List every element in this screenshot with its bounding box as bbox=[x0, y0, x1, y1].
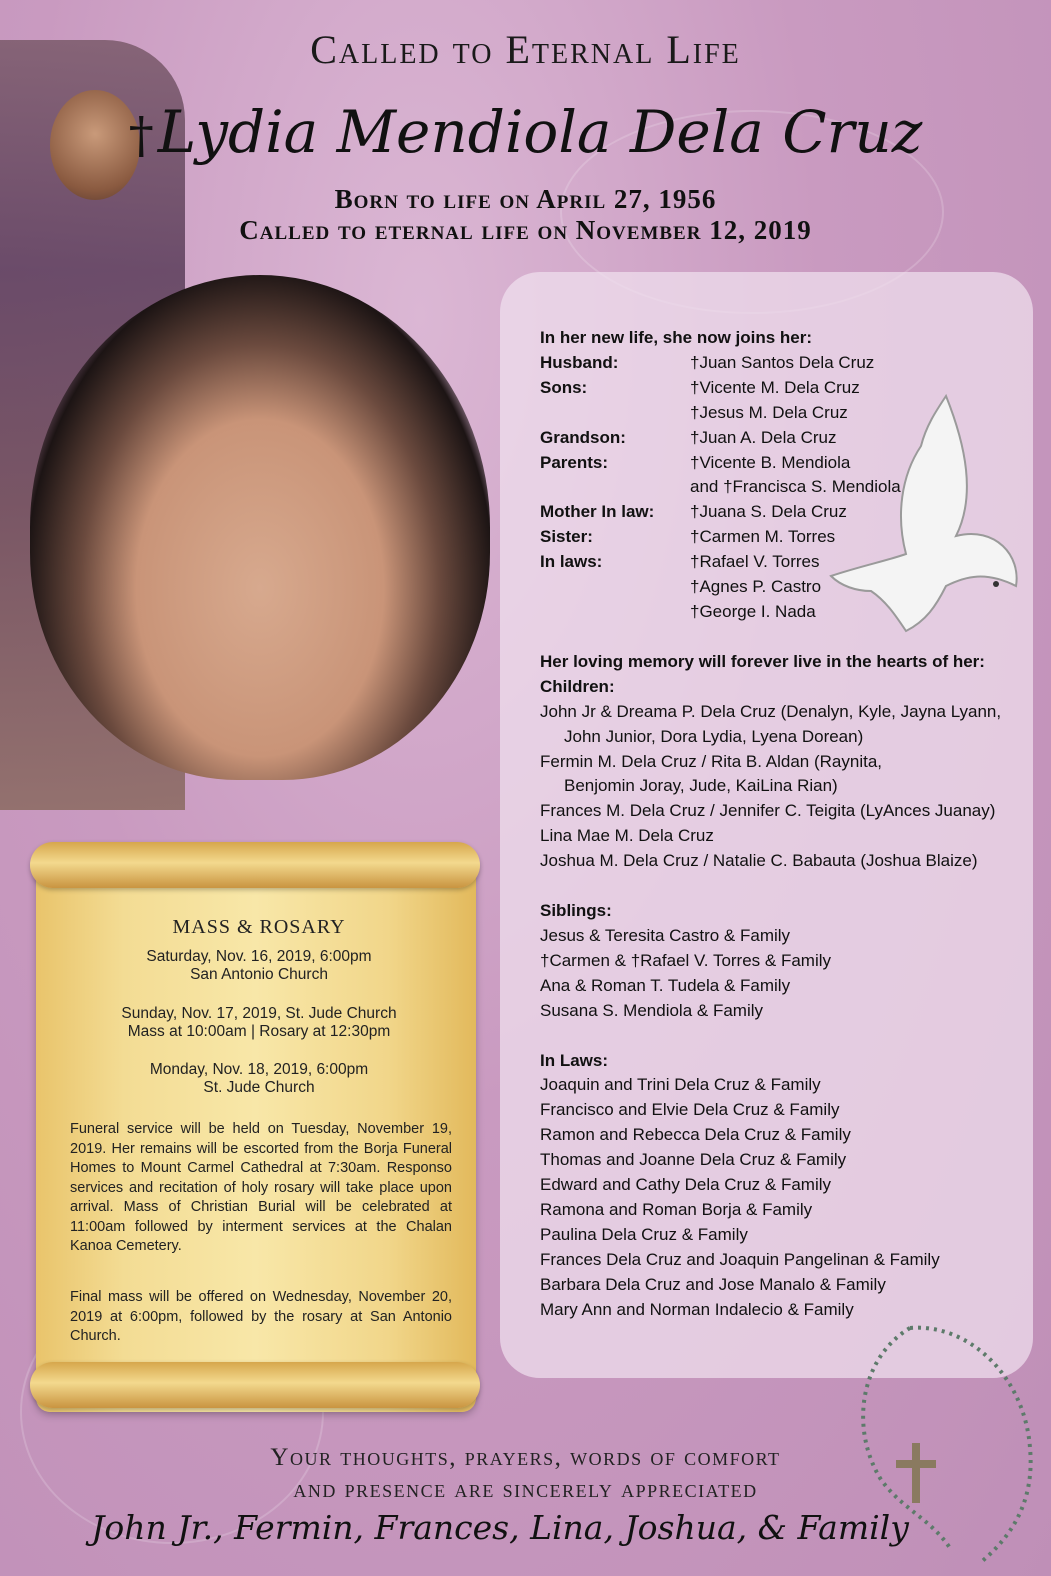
funeral-details: Funeral service will be held on Tuesday, November 19, 2019. Her remains will be escorted from the Borja Funeral Homes to Mount Carmel Cathedral at 7:30am. Responso services and recitation of holy rosary will take place upon arrival. Mass of Christian Burial will be celebrated at 11:00am followed by interment services at the Chalan Kanoa Cemetery. bbox=[70, 1121, 452, 1254]
relation-label: Sister: bbox=[540, 527, 593, 547]
relation-name: †Agnes P. Castro bbox=[690, 577, 822, 597]
inlaw-item: Ramona and Roman Borja & Family bbox=[540, 1200, 813, 1219]
relation-row bbox=[540, 550, 1020, 575]
relation-name: †Juan A. Dela Cruz bbox=[690, 427, 837, 447]
mass-monday-place: St. Jude Church bbox=[203, 1079, 315, 1096]
relation-label bbox=[540, 575, 690, 600]
joins-list bbox=[540, 351, 1020, 625]
relation-label bbox=[540, 401, 690, 426]
mass-sunday-times: Mass at 10:00am | Rosary at 12:30pm bbox=[127, 1023, 391, 1040]
born-date: Born to life on April 27, 1956 bbox=[334, 184, 717, 214]
final-mass-details: Final mass will be offered on Wednesday, November 20, 2019 at 6:00pm, followed by the rosary at San Antonio Church. bbox=[70, 1289, 452, 1344]
relation-row bbox=[540, 426, 1020, 451]
sibling-item: Susana S. Mendiola & Family bbox=[540, 1000, 763, 1020]
relation-row bbox=[540, 525, 1020, 550]
relation-name: †Carmen M. Torres bbox=[690, 527, 836, 547]
relation-name: and †Francisca S. Mendiola bbox=[690, 477, 901, 497]
mass-saturday-date: Saturday, Nov. 16, 2019, 6:00pm bbox=[146, 948, 372, 965]
relation-row bbox=[540, 401, 1020, 426]
scroll-bottom-roll bbox=[30, 1362, 480, 1408]
relation-name: †Rafael V. Torres bbox=[690, 552, 820, 572]
children-item: Joshua M. Dela Cruz / Natalie C. Babauta (Joshua Blaize) bbox=[540, 851, 978, 871]
page-title: Called to Eternal Life bbox=[310, 27, 741, 72]
relation-label: Sons: bbox=[540, 377, 588, 397]
relation-row bbox=[540, 500, 1020, 525]
relation-label: Parents: bbox=[540, 452, 609, 472]
called-date: Called to eternal life on November 12, 2019 bbox=[239, 215, 812, 245]
family-text bbox=[540, 326, 1020, 1323]
inlaw-item: Edward and Cathy Dela Cruz & Family bbox=[540, 1175, 832, 1195]
inlaw-item: Thomas and Joanne Dela Cruz & Family bbox=[540, 1150, 847, 1170]
children-item: Frances M. Dela Cruz / Jennifer C. Teigita (LyAnces Juanay) bbox=[540, 801, 996, 821]
mass-saturday-place: San Antonio Church bbox=[190, 966, 328, 983]
mass-monday bbox=[58, 1061, 460, 1097]
mass-monday-date: Monday, Nov. 18, 2019, 6:00pm bbox=[149, 1061, 369, 1078]
inlaw-item: Barbara Dela Cruz and Jose Manalo & Family bbox=[540, 1274, 886, 1294]
inlaw-item: Mary Ann and Norman Indalecio & Family bbox=[540, 1299, 854, 1319]
siblings-label: Siblings: bbox=[540, 901, 612, 921]
inlaw-item: Frances Dela Cruz and Joaquin Pangelinan & Family bbox=[540, 1249, 940, 1269]
children-label: Children: bbox=[540, 676, 615, 696]
sibling-item: †Carmen & †Rafael V. Torres & Family bbox=[540, 950, 832, 970]
portrait-photo bbox=[30, 275, 490, 780]
relation-row bbox=[540, 351, 1020, 376]
scroll-top-roll bbox=[30, 842, 480, 888]
children-item: John Junior, Dora Lydia, Lyena Dorean) bbox=[564, 726, 864, 746]
relation-label bbox=[540, 475, 690, 500]
inlaw-item: Joaquin and Trini Dela Cruz & Family bbox=[540, 1075, 821, 1095]
mass-title: MASS & ROSARY bbox=[172, 916, 346, 938]
name-text: Lydia Mendiola Dela Cruz bbox=[157, 98, 923, 166]
footer-line: and presence are sincerely appreciated bbox=[293, 1476, 758, 1503]
mass-saturday bbox=[58, 948, 460, 984]
relation-label: Husband: bbox=[540, 352, 619, 372]
relation-row bbox=[540, 475, 1020, 500]
inlaw-item: Ramon and Rebecca Dela Cruz & Family bbox=[540, 1125, 851, 1145]
children-item: Benjomin Joray, Jude, KaiLina Rian) bbox=[564, 776, 838, 796]
relation-name: †Juan Santos Dela Cruz bbox=[690, 352, 875, 372]
relation-name: †Vicente B. Mendiola bbox=[690, 452, 851, 472]
dates-block bbox=[0, 184, 1051, 246]
memory-title: Her loving memory will forever live in the hearts of her: bbox=[540, 651, 985, 671]
relation-row bbox=[540, 451, 1020, 476]
relation-label bbox=[540, 600, 690, 625]
relation-name: †Vicente M. Dela Cruz bbox=[690, 377, 860, 397]
relation-label: Mother In law: bbox=[540, 502, 655, 522]
sibling-item: Ana & Roman T. Tudela & Family bbox=[540, 975, 791, 995]
mass-sunday bbox=[58, 1005, 460, 1041]
children-item: Fermin M. Dela Cruz / Rita B. Aldan (Raynita, bbox=[540, 751, 883, 771]
footer-line: Your thoughts, prayers, words of comfort bbox=[270, 1444, 781, 1471]
children-item: John Jr & Dreama P. Dela Cruz (Denalyn, Kyle, Jayna Lyann, bbox=[540, 701, 1002, 721]
relation-name: †Jesus M. Dela Cruz bbox=[690, 402, 848, 422]
relation-name: †Juana S. Dela Cruz bbox=[690, 502, 847, 522]
children-item: Lina Mae M. Dela Cruz bbox=[540, 826, 714, 846]
footer-message bbox=[0, 1442, 1051, 1506]
relation-label: In laws: bbox=[540, 552, 603, 572]
relation-name: †George I. Nada bbox=[690, 601, 816, 621]
inlaw-item: Paulina Dela Cruz & Family bbox=[540, 1224, 748, 1244]
mass-sunday-date: Sunday, Nov. 17, 2019, St. Jude Church bbox=[121, 1005, 397, 1022]
joins-title: In her new life, she now joins her: bbox=[540, 328, 813, 347]
relation-row bbox=[540, 376, 1020, 401]
family-signature: John Jr., Fermin, Frances, Lina, Joshua, & Family bbox=[91, 1508, 909, 1547]
cross-icon: † bbox=[128, 106, 154, 164]
inlaw-item: Francisco and Elvie Dela Cruz & Family bbox=[540, 1100, 840, 1120]
relation-label: Grandson: bbox=[540, 427, 626, 447]
relation-row bbox=[540, 600, 1020, 625]
inlaws-label: In Laws: bbox=[540, 1050, 609, 1070]
relation-row bbox=[540, 575, 1020, 600]
sibling-item: Jesus & Teresita Castro & Family bbox=[540, 925, 791, 945]
deceased-name bbox=[0, 98, 1051, 166]
